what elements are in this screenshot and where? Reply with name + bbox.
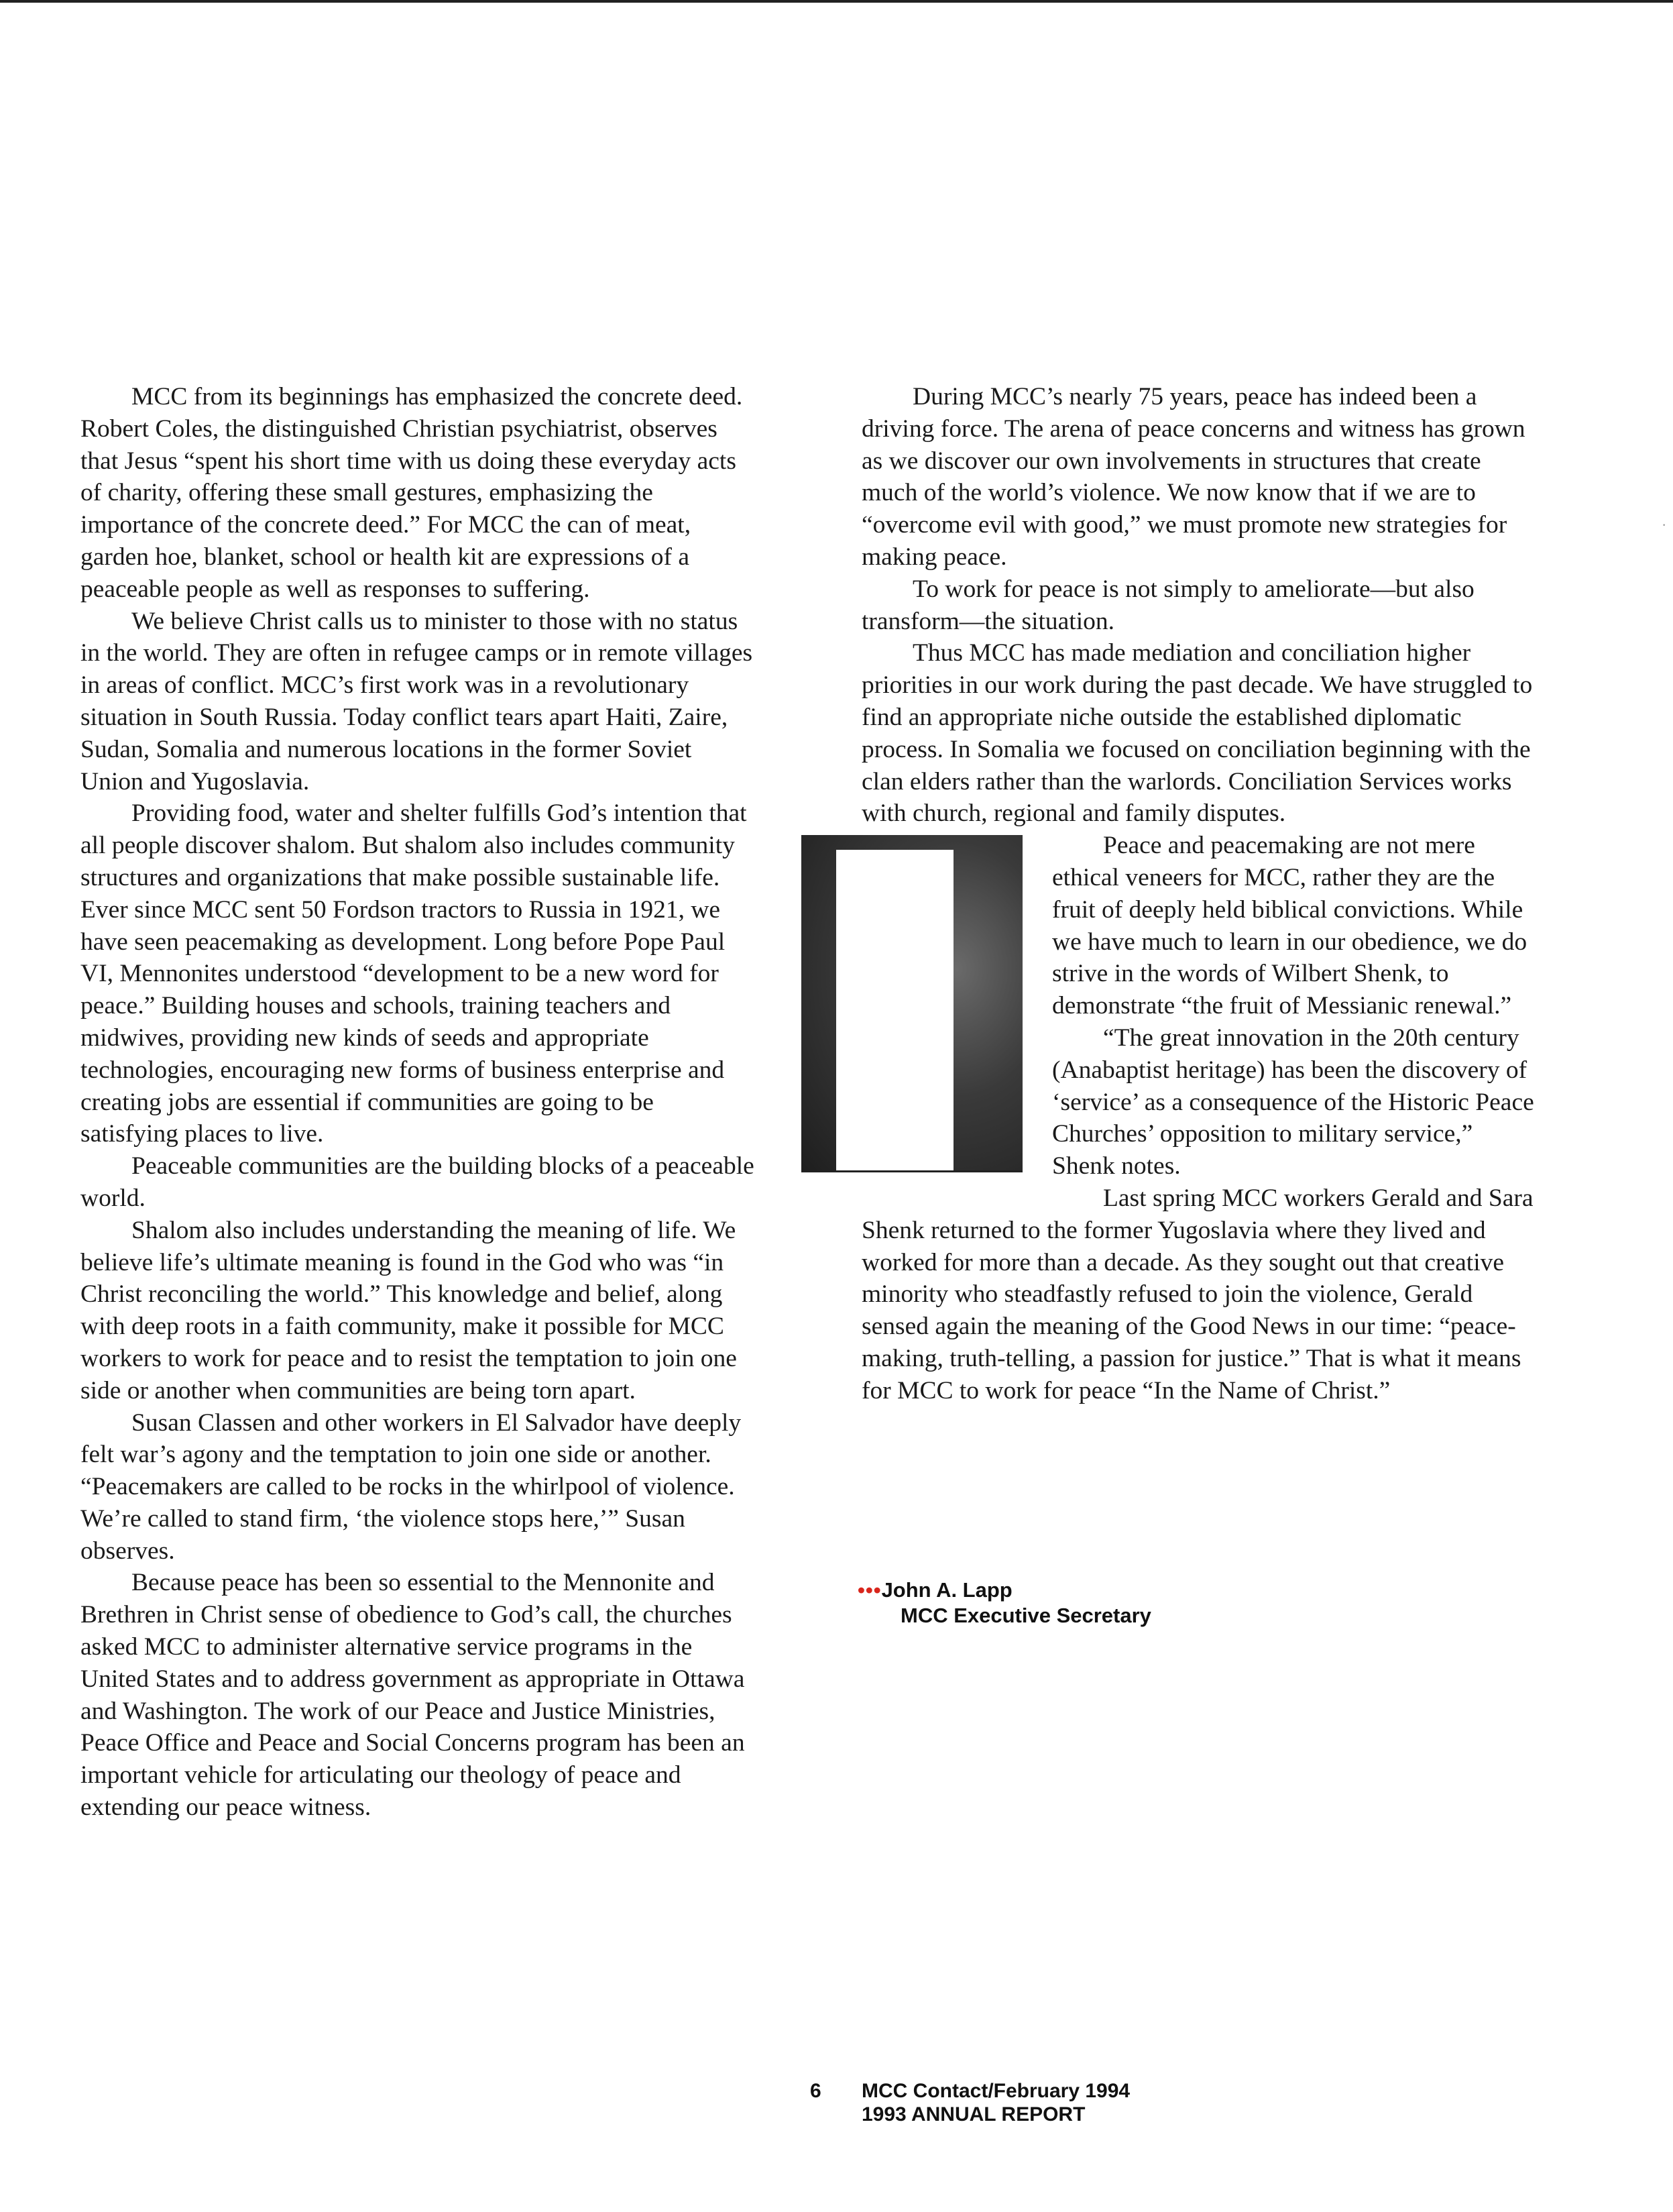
paragraph: Last spring MCC workers Gerald and Sara Shenk returned to the former Yugoslavia where they lived and worked for more than a decade. As they sought out that creative minority who steadfastly refused to join the violence, Gerald sensed again the meaning of the Good News in our time: “peace-making, truth-telling, a passion for justice.” That is what it means for MCC to work for peace “In the Name of Christ.” <box>862 1184 1534 1404</box>
right-column <box>862 381 1539 1407</box>
author-name: John A. Lapp <box>881 1578 1013 1602</box>
paragraph: Thus MCC has made mediation and conciliation higher priorities in our work during the past decade. We have struggled to find an appropriate niche outside the established diplomatic process. In Somalia we focused on conciliation beginning with the clan elders rather than the warlords. Conciliation Services works with church, regional and family disputes. <box>862 639 1533 828</box>
report-subtitle: 1993 ANNUAL REPORT <box>862 2103 1086 2125</box>
photo-figure <box>801 835 1023 1184</box>
paragraph: Providing food, water and shelter fulfills God’s intention that all people discover shalom. But shalom also includes community structures and organizations that make possible sustainable life. Ever since MCC sent 50 Fordson tractors to Russia in 1921, we have seen peacemaking as development. Long before Pope Paul VI, Mennonites understood “development to be a new word for peace.” Building houses and schools, training teachers and midwives, providing new kinds of seeds and appropriate technologies, encouraging new forms of business enterprise and creating jobs are essential if communities are going to be satisfying places to live. <box>80 799 747 1148</box>
scan-edge-mark: · <box>1662 516 1667 533</box>
paragraph: Peace and peacemaking are not mere ethical veneers for MCC, rather they are the fruit of deeply held biblical convictions. While we have much to learn in our obedience, we do strive in the words of Wilbert Shenk, to demonstrate “the fruit of Messianic renewal.” <box>1052 832 1527 1020</box>
photo-redaction <box>836 850 954 1185</box>
paragraph: Susan Classen and other workers in El Salvador have deeply felt war’s agony and the temptation to join one side or another. “Peacemakers are called to be rocks in the whirlpool of violence. We’re called to stand firm, ‘the violence stops here,’” Susan observes. <box>80 1408 742 1565</box>
page-number: 6 <box>810 2080 821 2102</box>
paragraph: MCC from its beginnings has emphasized the concrete deed. Robert Coles, the distinguished Christian psychiatrist, observes that Jesus “spent his short time with us doing these everyday acts of charity, offering these small gestures, emphasizing the importance of the concrete deed.” For MCC the can of meat, garden hoe, blanket, school or health kit are expressions of a peaceable people as well as responses to suffering. <box>80 383 743 603</box>
paragraph: Shalom also includes understanding the meaning of life. We believe life’s ultimate meaning is found in the God who was “in Christ reconciling the world.” This knowledge and belief, along with deep roots in a faith community, make it possible for MCC workers to work for peace and to resist the temptation to join one side or another when communities are being torn apart. <box>80 1216 737 1404</box>
page-footer <box>810 2079 1130 2126</box>
paragraph: During MCC’s nearly 75 years, peace has indeed been a driving force. The arena of peace concerns and witness has grown as we discover our own involvements in structures that create much of the world’s violence. We now know that if we are to “overcome evil with good,” we must promote new strategies for making peace. <box>862 383 1525 571</box>
paragraph: To work for peace is not simply to ameliorate—but also transform—the situation. <box>862 575 1475 635</box>
left-column <box>80 381 758 1824</box>
paragraph: Peaceable communities are the building blocks of a peaceable world. <box>80 1152 754 1212</box>
publication-name: MCC Contact/February 1994 <box>862 2080 1131 2102</box>
paragraph: Because peace has been so essential to the Mennonite and Brethren in Christ sense of obedience to God’s call, the churches asked MCC to administer alternative service programs in the United States and to address government as appropriate in Ottawa and Washington. The work of our Peace and Justice Ministries, Peace Office and Peace and Social Concerns program has been an important vehicle for articulating our theology of peace and extending our peace witness. <box>80 1569 745 1822</box>
photo-rule <box>801 1170 1023 1172</box>
paragraph: “The great innovation in the 20th century (Anabaptist heritage) has been the discovery of ‘service’ as a consequence of the Historic Peace Churches’ opposition to military service,” Shenk notes. <box>1052 1024 1534 1180</box>
signature <box>858 1578 1151 1628</box>
paragraph: We believe Christ calls us to minister to those with no status in the world. They are often in refugee camps or in remote villages in areas of conflict. MCC’s first work was in a revolutionary situation in South Russia. Today conflict tears apart Haiti, Zaire, Sudan, Somalia and numerous locations in the former Soviet Union and Yugoslavia. <box>80 607 753 795</box>
author-title: MCC Executive Secretary <box>901 1604 1151 1627</box>
bullet-dots-icon: ••• <box>858 1578 882 1602</box>
page-top-border <box>0 0 1673 3</box>
signature-name-line <box>858 1578 1151 1603</box>
